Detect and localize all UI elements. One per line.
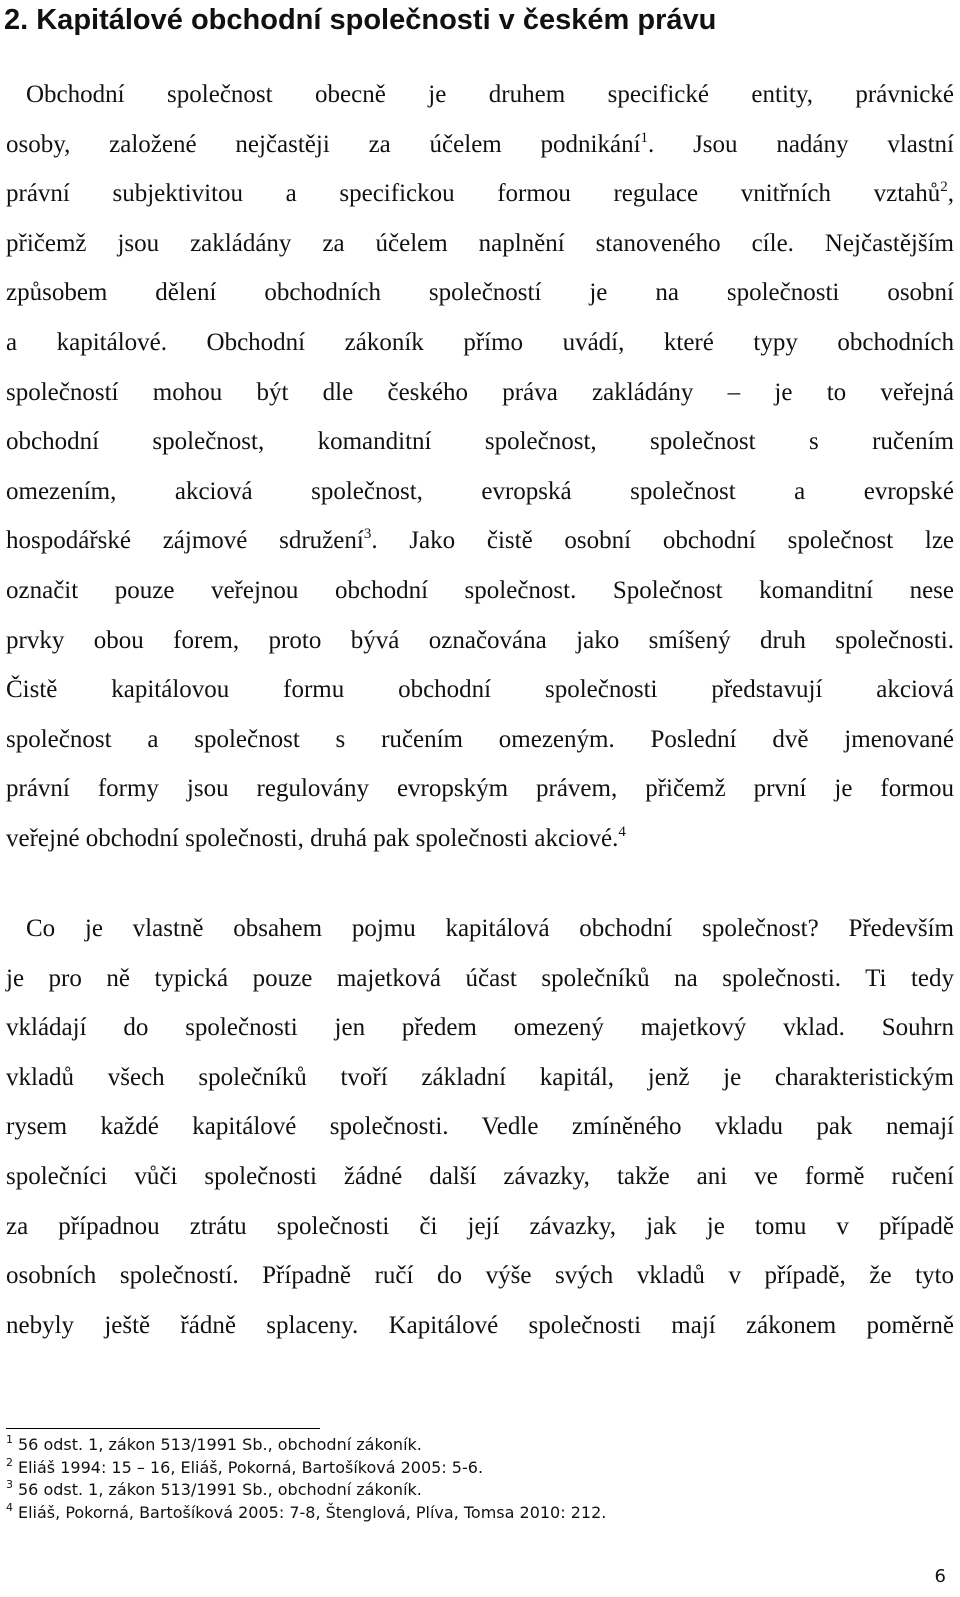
footnote (6, 1434, 906, 1457)
text-line: a kapitálové. Obchodní zákoník přímo uvádí, které typy obchodních (6, 328, 954, 356)
text-line: přičemž jsou zakládány za účelem naplnění stanoveného cíle. Nejčastějším (6, 229, 954, 257)
footnote (6, 1502, 906, 1525)
footnote-separator (6, 1428, 320, 1429)
paragraph-1 (6, 70, 954, 864)
footnote-text: Eliáš 1994: 15 – 16, Eliáš, Pokorná, Bartošíková 2005: 5-6. (18, 1457, 484, 1477)
footnotes (6, 1434, 906, 1524)
text-line: omezením, akciová společnost, evropská společnost a evropské (6, 477, 954, 505)
footnote-number: 2 (6, 1455, 13, 1469)
text-line: společností mohou být dle českého práva zakládány – je to veřejná (6, 378, 954, 406)
paragraph-2 (6, 904, 954, 1350)
footnote-number: 3 (6, 1478, 13, 1491)
text-line: nebyly ještě řádně splaceny. Kapitálové společnosti mají zákonem poměrně (6, 1311, 954, 1339)
text-line: společnost a společnost s ručením omezeným. Poslední dvě jmenované (6, 725, 954, 753)
text-line: způsobem dělení obchodních společností je na společnosti osobní (6, 279, 954, 307)
text-line: je pro ně typická pouze majetková účast společníků na společnosti. Ti tedy (6, 964, 954, 992)
text-line: prvky obou forem, proto bývá označována jako smíšený druh společnosti. (6, 626, 954, 654)
page-number: 6 (934, 1566, 946, 1587)
text-line: Čistě kapitálovou formu obchodní společnosti představují akciová (6, 676, 954, 704)
text-line: hospodářské zájmové sdružení$^3$. Jako čistě osobní obchodní společnost lze (6, 526, 955, 555)
text-line: společníci vůči společnosti žádné další závazky, takže ani ve formě ručení (6, 1162, 954, 1190)
text-line: Obchodní společnost obecně je druhem specifické entity, právnické (26, 81, 954, 108)
footnote-ref: 2 (940, 179, 948, 196)
footnote-number: 4 (6, 1500, 13, 1514)
text-line: právní formy jsou regulovány evropským právem, přičemž první je formou (6, 775, 954, 803)
footnote-ref: 1 (640, 129, 649, 146)
footnote-number: 1 (6, 1433, 13, 1446)
text-line: osobních společností. Případně ručí do výše svých vkladů v případě, že tyto (6, 1262, 954, 1290)
text-line: právní subjektivitou a specifickou formou regulace vnitřních vztahů$^2$, (6, 179, 954, 208)
text-line: označit pouze veřejnou obchodní společnost. Společnost komanditní nese (6, 576, 954, 604)
footnote-ref: 3 (363, 526, 372, 543)
text-line: veřejné obchodní společnosti, druhá pak společnosti akciové.$^4$ (6, 823, 626, 852)
footnote-text: 56 odst. 1, zákon 513/1991 Sb., obchodní zákoník. (18, 1480, 422, 1499)
text-line: osoby, založené nejčastěji za účelem podnikání$^1$. Jsou nadány vlastní (6, 129, 954, 158)
text-line: vkladů všech společníků tvoří základní kapitál, jenž je charakteristickým (6, 1063, 954, 1091)
footnote-text: 56 odst. 1, zákon 513/1991 Sb., obchodní zákoník. (18, 1435, 422, 1454)
footnote (6, 1457, 906, 1480)
text-line: vkládají do společnosti jen předem omezený majetkový vklad. Souhrn (6, 1014, 954, 1042)
text-line: za případnou ztrátu společnosti či její závazky, jak je tomu v případě (6, 1212, 954, 1240)
text-line: rysem každé kapitálové společnosti. Vedle zmíněného vkladu pak nemají (6, 1113, 954, 1141)
section-heading: 2. Kapitálové obchodní společnosti v českém právu (4, 4, 717, 36)
text-line: Co je vlastně obsahem pojmu kapitálová obchodní společnost? Především (26, 915, 954, 942)
text-line: obchodní společnost, komanditní společnost, společnost s ručením (6, 428, 954, 456)
footnote (6, 1479, 906, 1502)
footnote-ref: 4 (618, 823, 626, 840)
footnote-text: Eliáš, Pokorná, Bartošíková 2005: 7-8, Štenglová, Plíva, Tomsa 2010: 212. (18, 1502, 607, 1522)
